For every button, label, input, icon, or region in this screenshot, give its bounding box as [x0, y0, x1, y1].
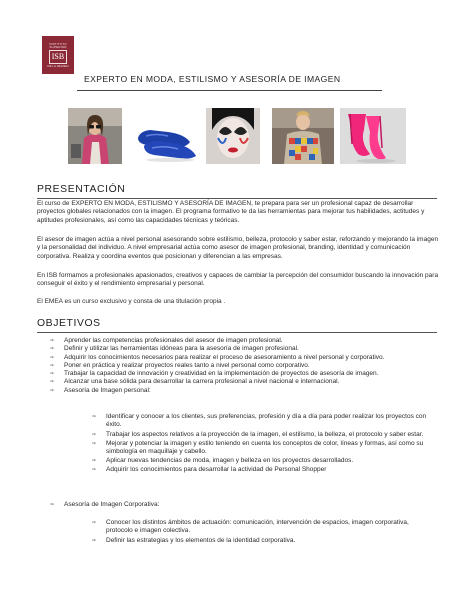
list-item-text: Alcanzar una base sólida para desarrollar la carrera profesional a nivel nacional e internacional. [64, 378, 340, 386]
photo-strip [68, 108, 408, 164]
list-item [50, 501, 440, 509]
objetivos-heading: OBJETIVOS [37, 318, 101, 329]
list-item-text: Trabajar los aspectos relativos a la proyección de la imagen, el estilismo, la belleza, el protocolo y saber estar. [106, 430, 424, 438]
woman-sunglasses-photo [68, 108, 122, 164]
list-item [92, 430, 430, 439]
isb-logo [42, 36, 74, 74]
bullet-icon: ✑ [50, 362, 55, 369]
logo-bottom-text: DE LA IMAGEN [47, 63, 69, 68]
bullet-icon: ✑ [50, 379, 55, 386]
document-title: EXPERTO EN MODA, ESTILISMO Y ASESORÍA DE IMAGEN [84, 74, 341, 84]
presentacion-heading: PRESENTACIÓN [37, 184, 126, 195]
list-item [50, 345, 440, 353]
list-item-text: Definir y utilizar las herramientas idóneas para la asesoría de imagen profesional. [64, 345, 299, 353]
bullet-icon: ✑ [50, 502, 55, 508]
personal-sublist [92, 413, 430, 474]
corporativa-sublist [92, 519, 430, 545]
bullet-icon: ✑ [50, 354, 55, 361]
list-item-text: Aprender las competencias profesionales del asesor de imagen profesional. [64, 337, 283, 344]
bullet-icon: ✑ [92, 537, 97, 544]
presentacion-divider [37, 198, 437, 199]
list-item-text: Mejorar y potenciar la imagen y estilo teniendo en cuenta los conceptos de color, líneas y formas, así como su simbología en maquillaje y cabello. [106, 439, 424, 456]
list-item [92, 536, 430, 545]
list-item-text: Trabajar la capacidad de innovación y creatividad en la implementación de proyectos de asesoría de imagen. [64, 370, 379, 378]
bullet-icon: ✑ [92, 520, 97, 526]
list-item [92, 519, 430, 536]
title-divider [77, 90, 382, 91]
list-item-text: Aplicar nuevas tendencias de moda, imagen y belleza en los proyectos desarrollados. [106, 457, 354, 465]
presentacion-paragraph-1: El curso de EXPERTO EN MODA, ESTILISMO Y ASESORÍA DE IMAGEN, te prepara para ser un profesional capaz de desarrollar proyectos globales relacionados con la imagen. El programa formativo te da las herramientas para mejorar tus habilidades, actitudes y aptitudes profesionales, así como las capacidades técnicas y teóricas. [37, 200, 425, 224]
patterned-outfit-photo [272, 108, 334, 164]
list-item [92, 439, 430, 457]
list-item-text: Conocer los distintos ámbitos de actuación: comunicación, intervención de espacios, imagen corporativa, protocolo e imagen colectiva. [106, 519, 409, 535]
makeup-face-photo [206, 108, 260, 164]
list-item-text: Asesoría de Imagen Corporativa: [64, 501, 160, 508]
presentacion-paragraph-3: En ISB formamos a profesionales apasionados, creativos y capaces de cambiar la percepción del consumidor buscando la innovación para conseguir el éxito y el rendimiento empresarial y personal. [37, 272, 439, 288]
list-item-text: Identificar y conocer a los clientes, sus preferencias, profesión y día a día para poder realizar los proyectos con éxito. [106, 413, 427, 429]
bullet-icon: ✑ [50, 338, 55, 344]
list-item [92, 457, 430, 465]
bullet-icon: ✑ [92, 466, 97, 473]
objetivos-list [50, 337, 440, 395]
list-item [50, 361, 440, 370]
list-item-text: Adquirir los conocimientos necesarios para realizar el proceso de asesoramiento a nivel personal y corporativo. [64, 353, 385, 361]
bullet-icon: ✑ [92, 431, 97, 438]
list-item-text: Definir las estrategias y los elementos de la identidad corporativa. [106, 536, 296, 544]
blue-shoes-photo [134, 108, 200, 164]
logo-top-text: INSTITUTO SUPERIOR [49, 41, 67, 49]
bullet-icon: ✑ [50, 346, 55, 353]
pink-heels-photo [340, 108, 406, 164]
list-item-text: Poner en práctica y realizar proyectos reales tanto a nivel personal como corporativo. [64, 361, 310, 369]
bullet-icon: ✑ [92, 440, 97, 447]
list-item [92, 413, 430, 430]
presentacion-paragraph-4: El EMEA es un curso exclusivo y consta de una titulación propia . [37, 298, 226, 305]
bullet-icon: ✑ [50, 387, 55, 394]
list-item [50, 386, 440, 395]
bullet-icon: ✑ [92, 414, 97, 420]
list-item-text: Asesoría de Imagen personal: [64, 386, 151, 394]
corporativa-label-list [50, 501, 440, 509]
presentacion-paragraph-2: El asesor de imagen actúa a nivel personal asesorando sobre estilismo, belleza, protocolo y saber estar, reforzando y mejorando la imagen y la personalidad del individuo. A nivel empresarial actúa como asesor de imagen profesional, branding, identidad y comunicación corporativa. Realiza y coordina eventos que posicionan y diferencian a las empresas. [37, 236, 439, 260]
list-item [50, 378, 440, 386]
list-item [50, 337, 440, 345]
list-item [92, 465, 430, 474]
bullet-icon: ✑ [50, 371, 55, 378]
list-item [50, 370, 440, 378]
objetivos-divider [37, 332, 437, 333]
logo-mark: ISB [49, 50, 67, 64]
bullet-icon: ✑ [92, 458, 97, 465]
list-item-text: Adquirir los conocimientos para desarrollar la actividad de Personal Shopper [106, 465, 327, 473]
list-item [50, 353, 440, 362]
